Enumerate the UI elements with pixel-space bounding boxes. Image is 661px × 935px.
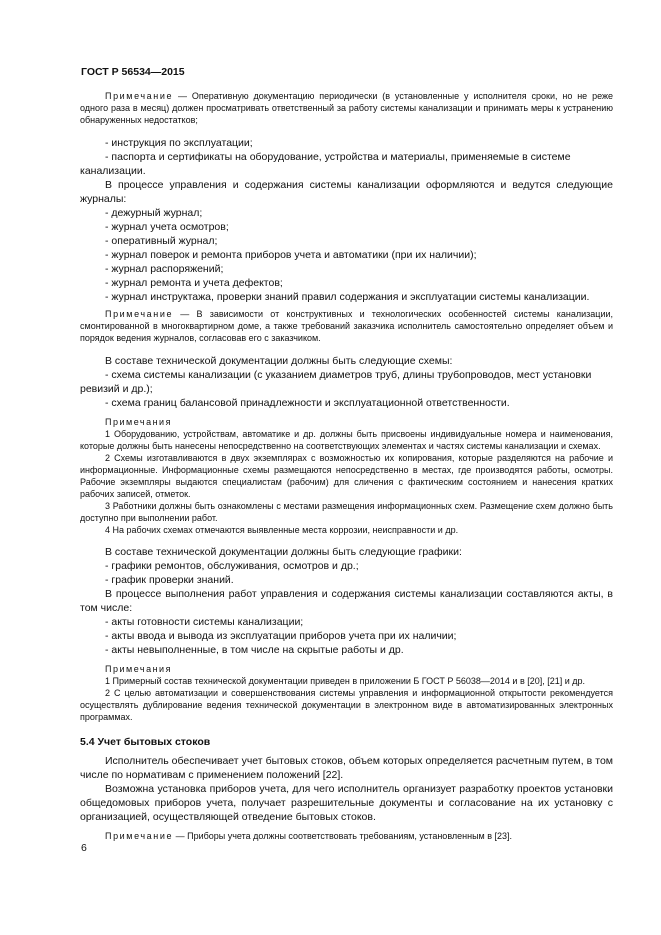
- page-number: 6: [81, 842, 87, 854]
- list-item: - журнал учета осмотров;: [105, 221, 229, 233]
- list-item: - график проверки знаний.: [105, 574, 234, 586]
- note-text: — Приборы учета должны соответствовать требованиям, установленным в [23].: [173, 831, 513, 841]
- document-header: ГОСТ Р 56534—2015: [81, 66, 185, 78]
- note-2: [80, 308, 613, 344]
- note-text: — Оперативную документацию периодически (в установленные у исполнителя сроки, но не реже одного раза в месяц) должен просматривать ответственный за работу системы канализации и принимать меры к устранению обнаруженных недостатков;: [80, 91, 613, 125]
- list-item: - акты готовности системы канализации;: [105, 616, 304, 628]
- graphs-block: [80, 545, 613, 657]
- note-item: 1 Примерный состав технической документации приведен в приложении Б ГОСТ Р 56038—2014 и в [20], [21] и др.: [105, 676, 586, 686]
- list-item: - акты ввода и вывода из эксплуатации приборов учета при их наличии;: [105, 630, 457, 642]
- doc-list: [80, 136, 613, 304]
- note-1: [80, 90, 613, 126]
- list-item: - журнал распоряжений;: [105, 263, 224, 275]
- list-item: - оперативный журнал;: [105, 235, 218, 247]
- notes-label: Примечания: [105, 417, 172, 427]
- note-item: 2 С целью автоматизации и совершенствования системы управления и информационной открытости рекомендуется осуществлять дублирование ведения технической документации в электронном виде в автоматизированных электронных программах.: [80, 688, 613, 722]
- paragraph: Исполнитель обеспечивает учет бытовых стоков, объем которых определяется расчетным путем, в том числе по нормативам с применением положений [22].: [80, 755, 613, 781]
- list-item: - дежурный журнал;: [105, 207, 203, 219]
- paragraph: В составе технической документации должны быть следующие графики:: [105, 546, 462, 558]
- list-item: - журнал ремонта и учета дефектов;: [105, 277, 283, 289]
- list-item: - паспорта и сертификаты на оборудование, устройства и материалы, применяемые в системе канализации.: [80, 151, 571, 177]
- note-item: 1 Оборудованию, устройствам, автоматике и др. должны быть присвоены индивидуальные номера и наименования, которые должны быть нанесены непосредственно на соответствующих элементах и частях системы канализации и схемах.: [80, 429, 613, 451]
- section-5-4: [80, 736, 613, 842]
- list-item: - журнал поверок и ремонта приборов учета и автоматики (при их наличии);: [105, 249, 477, 261]
- paragraph: В процессе выполнения работ управления и содержания системы канализации составляются акты, в том числе:: [80, 588, 613, 614]
- note-item: 4 На рабочих схемах отмечаются выявленные места коррозии, неисправности и др.: [105, 525, 459, 535]
- list-item: - схема границ балансовой принадлежности и эксплуатационной ответственности.: [105, 397, 510, 409]
- list-item: - акты невыполненные, в том числе на скрытые работы и др.: [105, 644, 404, 656]
- note-label: Примечание: [105, 309, 174, 319]
- notes-label: Примечания: [105, 664, 172, 674]
- notes-4: [80, 663, 613, 723]
- note-text: — В зависимости от конструктивных и технологических особенностей системы канализации, смонтированной в многоквартирном доме, а также требований заказчика исполнитель самостоятельно определяет объем и порядок ведения журналов, согласовав его с заказчиком.: [80, 309, 613, 343]
- list-item: - журнал инструктажа, проверки знаний правил содержания и эксплуатации системы канализации.: [105, 291, 590, 303]
- paragraph: В процессе управления и содержания системы канализации оформляются и ведутся следующие журналы:: [80, 179, 613, 205]
- schemes-block: [80, 354, 613, 410]
- note-item: 3 Работники должны быть ознакомлены с местами размещения информационных схем. Размещение схем должно быть доступно при выполнении работ.: [80, 501, 613, 523]
- note-label: Примечание: [105, 91, 174, 101]
- note-label: Примечание: [105, 831, 174, 841]
- page-content: [80, 90, 613, 852]
- notes-3: [80, 416, 613, 536]
- list-item: - схема системы канализации (с указанием диаметров труб, длины трубопроводов, мест установки ревизий и др.);: [80, 369, 592, 395]
- list-item: - инструкция по эксплуатации;: [105, 137, 253, 149]
- note-item: 2 Схемы изготавливаются в двух экземплярах с возможностью их копирования, которые разделяются на рабочие и информационные. Информационные схемы размещаются непосредственно в местах, где производятся работы, осмотры. Рабочие экземпляры выдаются специалистам (рабочим) для сличения с фактическим состоянием и нанесения кратких рабочих записей, отметок.: [80, 453, 613, 499]
- paragraph: В составе технической документации должны быть следующие схемы:: [105, 355, 453, 367]
- paragraph: Возможна установка приборов учета, для чего исполнитель организует разработку проектов установки общедомовых приборов учета, получает разрешительные документы и согласование на их установку с организацией, осуществляющей отведение бытовых стоков.: [80, 783, 613, 823]
- list-item: - графики ремонтов, обслуживания, осмотров и др.;: [105, 560, 359, 572]
- section-title: 5.4 Учет бытовых стоков: [80, 736, 211, 748]
